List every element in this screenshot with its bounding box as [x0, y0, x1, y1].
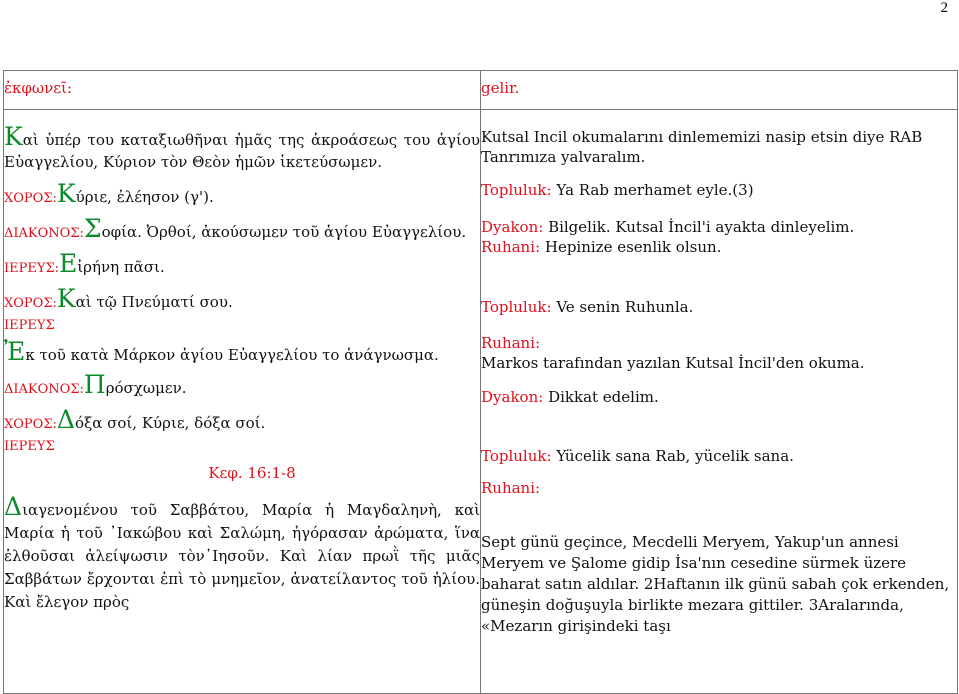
- left-choir-1: ΧΟΡΟΣ:Κύριε, ἐλέησον (γ').: [4, 179, 214, 208]
- bilingual-table: [3, 70, 958, 694]
- left-reading-title: Ἐκ τοῦ κατὰ Μάρκον ἁγίου Εὐαγγελίου το ἀνάγνωσμα.: [4, 337, 439, 366]
- left-priest-2-label: ΙΕΡΕΥΣ: [4, 318, 55, 333]
- left-chapter-ref: Κεφ. 16:1-8: [208, 464, 296, 482]
- right-priest-2-label: Ruhani:: [481, 334, 541, 352]
- right-priest-3-label: Ruhani:: [481, 479, 541, 497]
- left-deacon-1: ΔΙΑΚΟΝΟΣ:Σοφία. Ὀρθοί, ἀκούσωμεν τοῦ ἁγίου Εὐαγγελίου.: [4, 214, 467, 243]
- right-gospel-text: Sept günü geçince, Mecdelli Meryem, Yakup'un annesi Meryem ve Şalome gidip İsa'nın cesedine sürmek üzere baharat satın aldılar. 2Haftanın ilk günü sabah çok erkenden, güneşin doğuşuyla birlikte mezara gittiler. 3Aralarında, «Mezarın girişindeki taşı: [481, 533, 950, 635]
- table-row: [4, 110, 958, 694]
- table-row: [4, 71, 958, 110]
- right-choir-3: Topluluk: Yücelik sana Rab, yücelik sana.: [481, 447, 794, 465]
- right-reading-title: Markos tarafından yazılan Kutsal İncil'den okuma.: [481, 354, 865, 372]
- left-cell-body: [4, 110, 481, 694]
- right-litany: Kutsal Incil okumalarını dinlememizi nasip etsin diye RAB Tanrımıza yalvaralım.: [481, 128, 923, 166]
- left-gospel-text: Διαγενομένου τοῦ Σαββάτου, Μαρία ἡ Μαγδαληνὴ, καὶ Μαρία ἡ τοῦ ᾿Ιακώβου καὶ Σαλώμη, ἠγόρασαν ἀρώματα, ἵνα ἐλθοῦσαι ἀλείψωσιν τὸν᾿Ιησοῦν. Καὶ λίαν πρωῒ τῆς μιᾶς Σαββάτων ἔρχονται ἐπὶ τὸ μνημεῖον, ἀνατείλαντος τοῦ ἡλίου. Καὶ ἔλεγον πρὸς: [4, 492, 480, 611]
- left-choir-2: ΧΟΡΟΣ:Καὶ τῷ Πνεύματί σου.: [4, 284, 233, 313]
- right-choir-2: Topluluk: Ve senin Ruhunla.: [481, 298, 694, 316]
- right-deacon-1: Dyakon: Bilgelik. Kutsal İncil'i ayakta dinleyelim.: [481, 218, 855, 236]
- left-litany: Καὶ ὑπέρ του καταξιωθῆναι ἡμᾶς της ἀκροάσεως του ἁγίου Εὐαγγελίου, Κύριον τὸν Θεὸν ἡμῶν ἱκετεύσωμεν.: [4, 122, 480, 171]
- left-priest-1: ΙΕΡΕΥΣ:Εἰρήνη πᾶσι.: [4, 249, 165, 278]
- right-deacon-2: Dyakon: Dikkat edelim.: [481, 388, 659, 406]
- right-cell-body: [481, 110, 958, 694]
- left-deacon-2: ΔΙΑΚΟΝΟΣ:Πρόσχωμεν.: [4, 370, 187, 399]
- left-choir-3: ΧΟΡΟΣ:Δόξα σοί, Κύριε, δόξα σοί.: [4, 405, 266, 434]
- right-gelir: gelir.: [481, 79, 520, 97]
- left-cell-header: [4, 71, 481, 110]
- right-choir-1: Topluluk: Ya Rab merhamet eyle.(3): [481, 181, 754, 199]
- right-cell-header: [481, 71, 958, 110]
- page-number: 2: [940, 0, 948, 16]
- left-ekphonei: ἐκφωνεῖ:: [4, 79, 72, 97]
- left-priest-3-label: ΙΕΡΕΥΣ: [4, 439, 55, 454]
- right-priest-1: Ruhani: Hepinize esenlik olsun.: [481, 238, 722, 256]
